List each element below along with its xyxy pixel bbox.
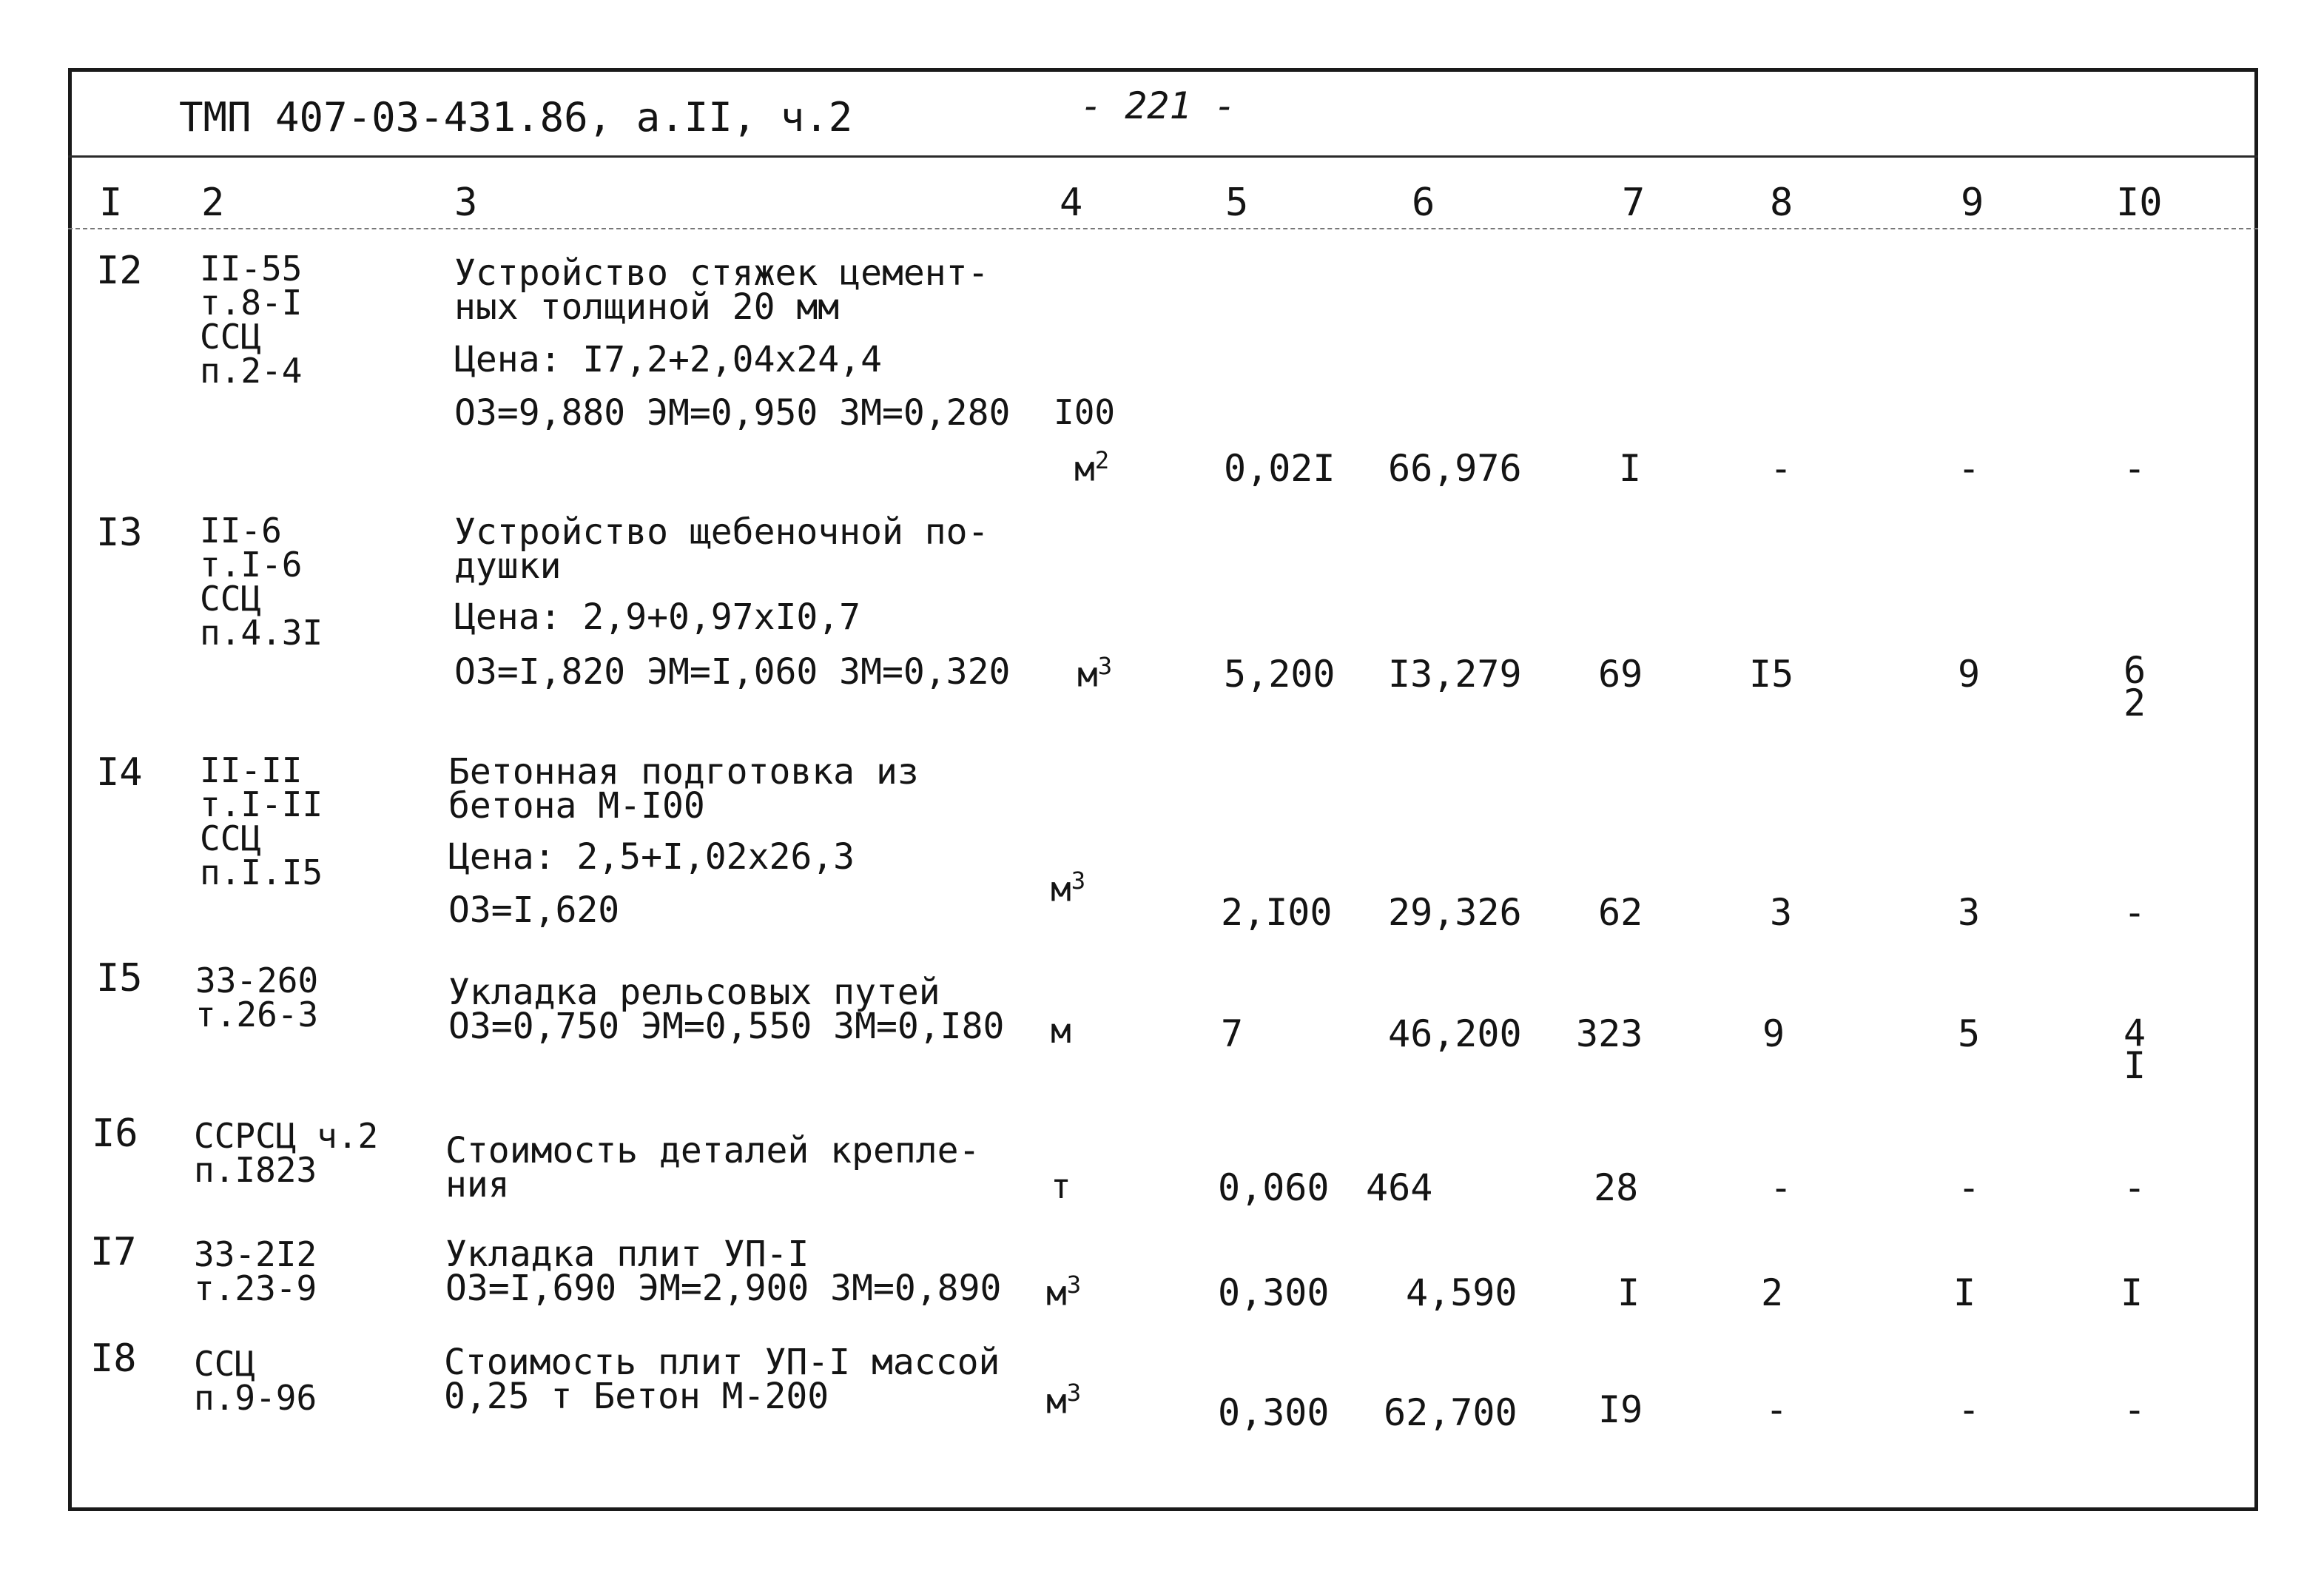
price-formula: Цена: I7,2+2,04х24,4 (454, 339, 882, 380)
description-line: ОЗ=0,750 ЭМ=0,550 ЗМ=0,I80 (448, 1006, 1005, 1047)
cell-col10: - (2123, 1388, 2146, 1431)
cell-col5: 7 (1221, 1012, 1244, 1055)
cell-col8: - (1770, 447, 1793, 490)
cell-col5: 0,300 (1218, 1391, 1330, 1434)
cell-col9: I (1953, 1271, 1976, 1314)
row-reference (194, 1116, 379, 1190)
description-line: ных толщиной 20 мм (454, 286, 840, 328)
column-header-7: 7 (1622, 181, 1646, 225)
description-line: Устройство стяжек цемент- (454, 252, 989, 294)
cell-col8: I5 (1749, 653, 1794, 696)
cell-col9: 9 (1958, 653, 1981, 696)
column-header-4: 4 (1060, 181, 1083, 225)
cell-col7: 323 (1576, 1012, 1643, 1055)
reference-line: п.4.3I (200, 613, 323, 653)
row-reference (200, 249, 303, 391)
reference-line: т.I-6 (200, 545, 303, 585)
row-description (448, 751, 919, 827)
cell-col5: 5,200 (1224, 653, 1336, 696)
cell-col10: - (2123, 1166, 2146, 1209)
cost-codes: ОЗ=9,880 ЭМ=0,950 ЗМ=0,280 (454, 392, 1011, 434)
reference-line: п.I823 (194, 1150, 317, 1190)
stacked-value: 2 (2123, 682, 2146, 724)
reference-line: т.26-3 (195, 995, 319, 1035)
reference-line: ССЦ (200, 579, 262, 619)
cell-col10 (2123, 1012, 2146, 1087)
cell-col10: - (2123, 891, 2146, 934)
cell-col10: - (2123, 447, 2146, 490)
row-number: I6 (92, 1111, 138, 1156)
row-description (448, 972, 1005, 1047)
reference-line: II-55 (200, 249, 303, 289)
cell-col9: - (1958, 1166, 1981, 1209)
unit: $м^3$ (1046, 1271, 1082, 1314)
cell-col5: 2,I00 (1221, 891, 1333, 934)
reference-line: п.9-96 (194, 1378, 317, 1418)
reference-line: ССЦ (200, 317, 262, 357)
row-description (445, 1130, 980, 1205)
description-line: бетона М-I00 (448, 785, 705, 827)
stacked-value: 4 (2123, 1012, 2146, 1054)
unit-multiplier: I00 (1054, 392, 1116, 432)
row-number: I2 (96, 249, 143, 293)
column-header-divider (68, 228, 2258, 229)
cell-col7: 62 (1598, 891, 1643, 934)
column-header-2: 2 (201, 181, 225, 225)
description-line: Укладка рельсовых путей (448, 972, 940, 1013)
cell-col6: 29,326 (1388, 891, 1522, 934)
row-reference (194, 1344, 317, 1418)
column-header-10: I0 (2116, 181, 2163, 225)
price-formula: Цена: 2,5+I,02х26,3 (448, 836, 855, 878)
row-reference (194, 1234, 317, 1308)
column-header-5: 5 (1225, 181, 1249, 225)
row-description (454, 252, 989, 328)
description-line: Бетонная подготовка из (448, 751, 919, 793)
cell-col5: 0,300 (1218, 1271, 1330, 1314)
cell-col7: 28 (1594, 1166, 1639, 1209)
cell-col9: - (1958, 1388, 1981, 1431)
stacked-value: 6 (2123, 649, 2146, 692)
description-line: душки (454, 545, 562, 587)
cell-col6: I3,279 (1388, 653, 1522, 696)
row-number: I4 (96, 750, 143, 795)
cell-col10 (2123, 649, 2146, 724)
stacked-value: I (2123, 1044, 2146, 1087)
reference-line: 33-260 (195, 961, 319, 1000)
column-header-8: 8 (1770, 181, 1793, 225)
row-reference (195, 961, 319, 1035)
reference-line: т.I-II (200, 784, 323, 824)
cell-col6: 62,700 (1384, 1391, 1518, 1434)
price-formula: Цена: 2,9+0,97хI0,7 (454, 596, 861, 638)
reference-line: п.I.I5 (200, 852, 323, 892)
description-line: 0,25 т Бетон М-200 (444, 1376, 829, 1417)
cell-col6: 66,976 (1388, 447, 1522, 490)
description-line: Стоимость плит УП-I массой (444, 1342, 1000, 1383)
cell-col8: 3 (1770, 891, 1793, 934)
cell-col5: 0,02I (1224, 447, 1336, 490)
row-number: I7 (90, 1230, 137, 1274)
cell-col7: I (1617, 1271, 1640, 1314)
description-line: Стоимость деталей крепле- (445, 1130, 980, 1171)
row-number: I5 (96, 956, 143, 1000)
cell-col5: 0,060 (1218, 1166, 1330, 1209)
cell-col10: I (2121, 1271, 2143, 1314)
cell-col6: 464 (1366, 1166, 1433, 1209)
cell-col7: I9 (1598, 1388, 1643, 1431)
reference-line: т.23-9 (194, 1268, 317, 1308)
cell-col8: - (1770, 1166, 1793, 1209)
column-header-1: I (99, 181, 123, 225)
cell-col8: 2 (1761, 1271, 1784, 1314)
document-title: ТМП 407-03-431.86, а.II, ч.2 (179, 94, 853, 141)
cell-col6: 4,590 (1406, 1271, 1518, 1314)
unit: м (1051, 1011, 1071, 1051)
row-description (445, 1234, 1002, 1309)
column-header-3: 3 (454, 181, 478, 225)
cell-col9: 3 (1958, 891, 1981, 934)
reference-line: п.2-4 (200, 351, 303, 391)
row-number: I8 (90, 1336, 137, 1381)
cell-col8: 9 (1762, 1012, 1785, 1055)
row-number: I3 (96, 511, 143, 555)
cost-codes: ОЗ=I,820 ЭМ=I,060 ЗМ=0,320 (454, 651, 1011, 693)
cell-col8: - (1765, 1388, 1788, 1431)
cost-codes: ОЗ=I,620 (448, 889, 620, 931)
unit: $м^3$ (1077, 652, 1113, 695)
reference-line: т.8-I (200, 283, 303, 323)
unit: $м^3$ (1046, 1379, 1082, 1422)
description-line: Устройство щебеночной по- (454, 511, 989, 553)
reference-line: ССРСЦ ч.2 (194, 1116, 379, 1156)
cell-col9: - (1958, 447, 1981, 490)
description-line: Укладка плит УП-I (445, 1234, 809, 1275)
row-reference (200, 750, 323, 892)
unit: т (1051, 1166, 1071, 1206)
column-header-6: 6 (1412, 181, 1435, 225)
table-frame (68, 68, 2258, 1511)
row-description (454, 511, 989, 587)
unit: $м^2$ (1074, 446, 1110, 489)
column-header-9: 9 (1961, 181, 1984, 225)
reference-line: 33-2I2 (194, 1234, 317, 1274)
row-reference (200, 511, 323, 653)
page-number: - 221 - (1080, 84, 1236, 127)
cell-col7: 69 (1598, 653, 1643, 696)
reference-line: ССЦ (194, 1344, 256, 1384)
reference-line: II-6 (200, 511, 282, 551)
unit: $м^3$ (1051, 867, 1086, 909)
reference-line: ССЦ (200, 818, 262, 858)
description-line: ОЗ=I,690 ЭМ=2,900 ЗМ=0,890 (445, 1268, 1002, 1309)
header-divider (68, 155, 2258, 158)
cell-col7: I (1619, 447, 1642, 490)
description-line: ния (445, 1164, 510, 1205)
cell-col9: 5 (1958, 1012, 1981, 1055)
reference-line: II-II (200, 750, 303, 790)
row-description (444, 1342, 1000, 1417)
cell-col6: 46,200 (1388, 1012, 1522, 1055)
